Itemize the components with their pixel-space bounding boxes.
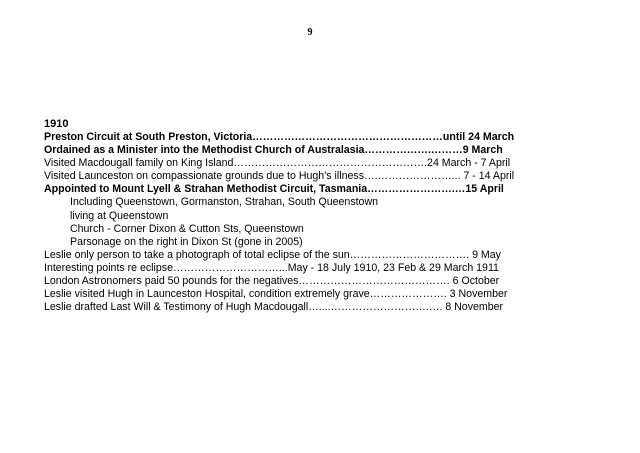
entry-astronomers-payment: London Astronomers paid 50 pounds for the negatives……………………………………. 6 October <box>44 275 500 288</box>
entry-detail-parsonage: Parsonage on the right in Dixon St (gone in 2005) <box>70 235 303 248</box>
page-number: 9 <box>307 27 313 38</box>
entry-eclipse-photo: Leslie only person to take a photograph of total eclipse of the sun……………………………. 9 May <box>44 248 501 261</box>
entry-last-will: Leslie drafted Last Will & Testimony of Hugh Macdougall…....……………………….…. 8 November <box>44 301 504 314</box>
entry-eclipse-points: Interesting points re eclipse…………………………...May - 18 July 1910, 23 Feb & 29 March 1911 <box>44 261 499 274</box>
entry-ordained: Ordained as a Minister into the Methodist Church of Australasia……………….………9 March <box>44 144 503 157</box>
document-body <box>44 118 584 314</box>
entry-king-island-visit: Visited Macdougall family on King Island……………………………………………….24 March - 7 April <box>44 157 511 170</box>
entry-mount-lyell-appointment: Appointed to Mount Lyell & Strahan Methodist Circuit, Tasmania…………………….…15 April <box>44 183 504 196</box>
entry-detail-living: living at Queenstown <box>70 209 169 222</box>
entry-detail-church: Church - Corner Dixon & Cutton Sts, Queenstown <box>70 222 304 235</box>
entry-hospital-visit: Leslie visited Hugh in Launceston Hospital, condition extremely grave…………………. 3 November <box>44 288 508 301</box>
entry-detail-towns: Including Queenstown, Gormanston, Strahan, South Queenstown <box>70 196 378 209</box>
entry-launceston-visit: Visited Launceston on compassionate grounds due to Hugh’s illness….…………………... 7 - 14 April <box>44 170 515 183</box>
year-heading: 1910 <box>44 118 69 130</box>
entry-preston-circuit: Preston Circuit at South Preston, Victoria………………………………………………until 24 March <box>44 131 515 143</box>
